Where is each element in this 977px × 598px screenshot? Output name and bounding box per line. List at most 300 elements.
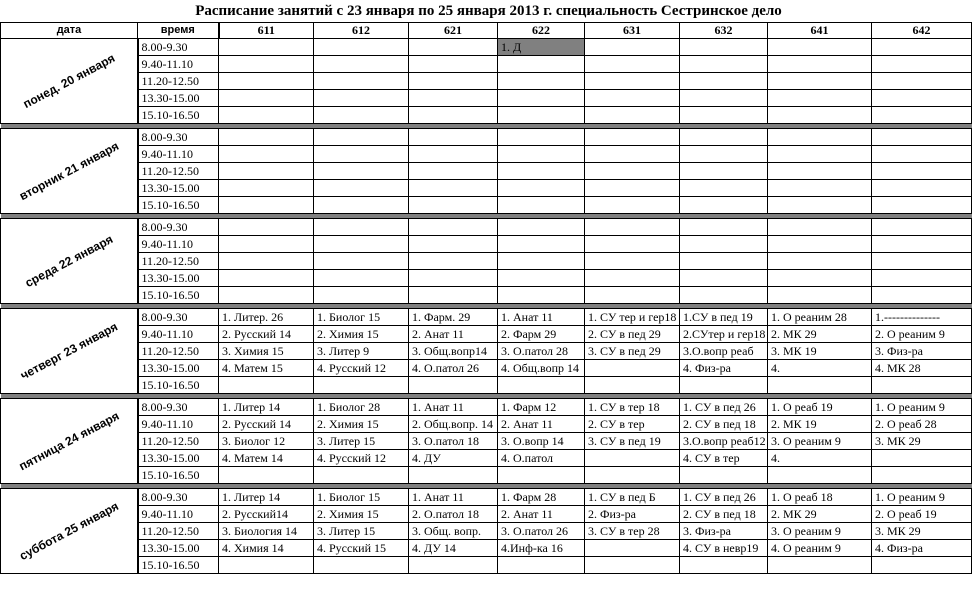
lesson-cell bbox=[585, 107, 680, 124]
day-label: четверг 23 января bbox=[17, 319, 120, 383]
lesson-cell: 1.СУ в пед 19 bbox=[680, 309, 768, 326]
lesson-cell: 3. Биология 14 bbox=[219, 523, 314, 540]
lesson-cell bbox=[314, 39, 409, 56]
lesson-cell bbox=[219, 90, 314, 107]
lesson-cell: 4. Физ-ра bbox=[872, 540, 972, 557]
lesson-cell bbox=[585, 540, 680, 557]
time-cell: 15.10-16.50 bbox=[138, 107, 219, 124]
lesson-cell bbox=[409, 287, 498, 304]
lesson-cell: 1. Биолог 15 bbox=[314, 489, 409, 506]
lesson-cell: 3. Физ-ра bbox=[872, 343, 972, 360]
time-cell: 15.10-16.50 bbox=[138, 197, 219, 214]
lesson-cell bbox=[219, 557, 314, 574]
lesson-cell: 2. Физ-ра bbox=[585, 506, 680, 523]
day-label: суббота 25 января bbox=[16, 498, 121, 564]
lesson-cell bbox=[585, 236, 680, 253]
time-cell: 9.40-11.10 bbox=[138, 236, 219, 253]
lesson-cell bbox=[409, 180, 498, 197]
lesson-cell: 2. Анат 11 bbox=[498, 416, 585, 433]
lesson-cell bbox=[314, 270, 409, 287]
lesson-cell bbox=[498, 107, 585, 124]
lesson-cell bbox=[680, 219, 768, 236]
time-cell: 15.10-16.50 bbox=[138, 287, 219, 304]
time-cell: 13.30-15.00 bbox=[138, 180, 219, 197]
lesson-cell: 1. О реаним 9 bbox=[872, 489, 972, 506]
day-cell bbox=[1, 399, 138, 484]
lesson-cell bbox=[498, 73, 585, 90]
lesson-cell bbox=[768, 90, 872, 107]
lesson-cell bbox=[219, 253, 314, 270]
lesson-cell: 1. Фарм 28 bbox=[498, 489, 585, 506]
lesson-cell bbox=[872, 253, 972, 270]
lesson-cell: 2. О реаним 9 bbox=[872, 326, 972, 343]
lesson-cell bbox=[585, 90, 680, 107]
lesson-cell: 1. Литер 14 bbox=[219, 399, 314, 416]
lesson-cell: 3. О реаним 9 bbox=[768, 433, 872, 450]
lesson-cell bbox=[872, 73, 972, 90]
time-cell: 15.10-16.50 bbox=[138, 467, 219, 484]
time-cell: 8.00-9.30 bbox=[138, 129, 219, 146]
lesson-cell bbox=[768, 467, 872, 484]
lesson-cell: 4. О.патол 26 bbox=[409, 360, 498, 377]
lesson-cell bbox=[872, 90, 972, 107]
day-label: вторник 21 января bbox=[16, 138, 121, 204]
time-cell: 8.00-9.30 bbox=[138, 489, 219, 506]
time-cell: 15.10-16.50 bbox=[138, 377, 219, 394]
lesson-cell bbox=[314, 253, 409, 270]
lesson-cell bbox=[219, 129, 314, 146]
lesson-cell: 4. МК 28 bbox=[872, 360, 972, 377]
lesson-cell bbox=[409, 129, 498, 146]
lesson-cell bbox=[409, 197, 498, 214]
lesson-cell: 2. Русский 14 bbox=[219, 416, 314, 433]
group-header: 622 bbox=[498, 23, 585, 39]
lesson-cell: 3. СУ в пед 19 bbox=[585, 433, 680, 450]
lesson-cell: 2. МК 29 bbox=[768, 326, 872, 343]
group-header: 632 bbox=[680, 23, 768, 39]
day-cell bbox=[1, 129, 138, 214]
schedule-row bbox=[1, 39, 972, 56]
lesson-cell bbox=[585, 73, 680, 90]
lesson-cell bbox=[314, 287, 409, 304]
lesson-cell bbox=[219, 270, 314, 287]
time-cell: 13.30-15.00 bbox=[138, 360, 219, 377]
lesson-cell bbox=[219, 107, 314, 124]
lesson-cell bbox=[680, 107, 768, 124]
schedule-row bbox=[1, 163, 972, 180]
day-label: среда 22 января bbox=[22, 231, 115, 291]
lesson-cell: 1. СУ в пед Б bbox=[585, 489, 680, 506]
lesson-cell bbox=[872, 107, 972, 124]
lesson-cell: 3.О.вопр реаб12 bbox=[680, 433, 768, 450]
lesson-cell bbox=[585, 180, 680, 197]
schedule-row bbox=[1, 73, 972, 90]
lesson-cell: 1. О реаним 28 bbox=[768, 309, 872, 326]
lesson-cell bbox=[768, 146, 872, 163]
lesson-cell bbox=[872, 236, 972, 253]
lesson-cell bbox=[680, 73, 768, 90]
lesson-cell bbox=[872, 39, 972, 56]
schedule-row bbox=[1, 489, 972, 506]
schedule-row bbox=[1, 450, 972, 467]
schedule-row bbox=[1, 146, 972, 163]
lesson-cell bbox=[498, 197, 585, 214]
lesson-cell bbox=[768, 377, 872, 394]
group-header: 621 bbox=[409, 23, 498, 39]
day-cell bbox=[1, 489, 138, 574]
lesson-cell: 2. Анат 11 bbox=[409, 326, 498, 343]
lesson-cell: 2. МК 29 bbox=[768, 506, 872, 523]
lesson-cell: 1. Анат 11 bbox=[409, 399, 498, 416]
schedule-row bbox=[1, 236, 972, 253]
lesson-cell: 4. ДУ 14 bbox=[409, 540, 498, 557]
schedule-row bbox=[1, 90, 972, 107]
lesson-cell bbox=[768, 163, 872, 180]
header-row bbox=[1, 23, 972, 39]
schedule-row bbox=[1, 506, 972, 523]
lesson-cell: 1. Литер. 26 bbox=[219, 309, 314, 326]
page-title: Расписание занятий с 23 января по 25 января 2013 г. специальность Сестринское дело bbox=[195, 3, 782, 19]
lesson-cell bbox=[314, 557, 409, 574]
lesson-cell: 2. Химия 15 bbox=[314, 326, 409, 343]
lesson-cell bbox=[872, 56, 972, 73]
lesson-cell: 4. Русский 12 bbox=[314, 450, 409, 467]
lesson-cell: 2. Химия 15 bbox=[314, 416, 409, 433]
lesson-cell: 4. Общ.вопр 14 bbox=[498, 360, 585, 377]
lesson-cell bbox=[680, 146, 768, 163]
lesson-cell bbox=[585, 163, 680, 180]
lesson-cell bbox=[498, 163, 585, 180]
time-cell: 9.40-11.10 bbox=[138, 506, 219, 523]
lesson-cell: 1. О реаб 18 bbox=[768, 489, 872, 506]
lesson-cell bbox=[409, 236, 498, 253]
time-cell: 9.40-11.10 bbox=[138, 416, 219, 433]
lesson-cell bbox=[768, 73, 872, 90]
lesson-cell bbox=[585, 219, 680, 236]
time-cell: 11.20-12.50 bbox=[138, 163, 219, 180]
schedule-row bbox=[1, 343, 972, 360]
schedule-row bbox=[1, 416, 972, 433]
lesson-cell bbox=[680, 197, 768, 214]
lesson-cell: 2. СУ в тер bbox=[585, 416, 680, 433]
lesson-cell bbox=[768, 557, 872, 574]
lesson-cell bbox=[219, 467, 314, 484]
time-cell: 13.30-15.00 bbox=[138, 90, 219, 107]
lesson-cell bbox=[314, 377, 409, 394]
lesson-cell bbox=[585, 39, 680, 56]
lesson-cell bbox=[585, 557, 680, 574]
lesson-cell: 4. bbox=[768, 450, 872, 467]
schedule-row bbox=[1, 433, 972, 450]
lesson-cell bbox=[219, 56, 314, 73]
lesson-cell bbox=[585, 129, 680, 146]
lesson-cell: 4.Инф-ка 16 bbox=[498, 540, 585, 557]
time-header: время bbox=[138, 23, 219, 39]
lesson-cell: 4. О реаним 9 bbox=[768, 540, 872, 557]
time-cell: 8.00-9.30 bbox=[138, 399, 219, 416]
lesson-cell bbox=[680, 377, 768, 394]
lesson-cell: 3. Общ. вопр. bbox=[409, 523, 498, 540]
lesson-cell bbox=[498, 253, 585, 270]
time-cell: 11.20-12.50 bbox=[138, 253, 219, 270]
lesson-cell: 3. Общ.вопр14 bbox=[409, 343, 498, 360]
lesson-cell bbox=[872, 180, 972, 197]
lesson-cell bbox=[585, 377, 680, 394]
lesson-cell: 2. Русский 14 bbox=[219, 326, 314, 343]
group-header: 642 bbox=[872, 23, 972, 39]
day-cell bbox=[1, 39, 138, 124]
lesson-cell: 4. Русский 15 bbox=[314, 540, 409, 557]
lesson-cell bbox=[585, 146, 680, 163]
lesson-cell bbox=[219, 73, 314, 90]
day-cell bbox=[1, 309, 138, 394]
lesson-cell bbox=[872, 450, 972, 467]
lesson-cell: 1. Литер 14 bbox=[219, 489, 314, 506]
lesson-cell: 3. Биолог 12 bbox=[219, 433, 314, 450]
lesson-cell: 3. МК 29 bbox=[872, 433, 972, 450]
lesson-cell bbox=[768, 39, 872, 56]
lesson-cell: 4. СУ в невр19 bbox=[680, 540, 768, 557]
time-cell: 11.20-12.50 bbox=[138, 523, 219, 540]
lesson-cell bbox=[680, 270, 768, 287]
lesson-cell bbox=[314, 197, 409, 214]
lesson-cell bbox=[314, 56, 409, 73]
lesson-cell: 2. СУ в пед 18 bbox=[680, 506, 768, 523]
lesson-cell bbox=[680, 90, 768, 107]
lesson-cell: 2. Анат 11 bbox=[498, 506, 585, 523]
lesson-cell: 2. СУ в пед 18 bbox=[680, 416, 768, 433]
schedule-row bbox=[1, 253, 972, 270]
lesson-cell bbox=[409, 219, 498, 236]
lesson-cell bbox=[498, 90, 585, 107]
lesson-cell bbox=[768, 197, 872, 214]
lesson-cell: 3. Литер 9 bbox=[314, 343, 409, 360]
lesson-cell bbox=[872, 219, 972, 236]
lesson-cell: 3.О.вопр реаб bbox=[680, 343, 768, 360]
lesson-cell: 1. Биолог 15 bbox=[314, 309, 409, 326]
lesson-cell bbox=[498, 129, 585, 146]
lesson-cell bbox=[585, 253, 680, 270]
lesson-cell bbox=[680, 287, 768, 304]
lesson-cell bbox=[768, 270, 872, 287]
day-label: пятница 24 января bbox=[16, 408, 122, 474]
lesson-cell bbox=[498, 377, 585, 394]
lesson-cell bbox=[498, 219, 585, 236]
lesson-cell: 4. Матем 15 bbox=[219, 360, 314, 377]
lesson-cell bbox=[409, 467, 498, 484]
lesson-cell bbox=[314, 236, 409, 253]
time-cell: 8.00-9.30 bbox=[138, 309, 219, 326]
lesson-cell bbox=[314, 129, 409, 146]
lesson-cell: 2. О реаб 28 bbox=[872, 416, 972, 433]
schedule-row bbox=[1, 270, 972, 287]
lesson-cell: 2. Общ.вопр. 14 bbox=[409, 416, 498, 433]
time-cell: 15.10-16.50 bbox=[138, 557, 219, 574]
lesson-cell bbox=[585, 467, 680, 484]
time-cell: 13.30-15.00 bbox=[138, 450, 219, 467]
lesson-cell bbox=[314, 180, 409, 197]
lesson-cell bbox=[585, 287, 680, 304]
schedule-row bbox=[1, 399, 972, 416]
lesson-cell bbox=[768, 236, 872, 253]
lesson-cell bbox=[219, 39, 314, 56]
lesson-cell bbox=[498, 287, 585, 304]
schedule-row bbox=[1, 467, 972, 484]
schedule-row bbox=[1, 56, 972, 73]
lesson-cell: 2. О.патол 18 bbox=[409, 506, 498, 523]
lesson-cell: 1. О реаним 9 bbox=[872, 399, 972, 416]
lesson-cell: 3. О.патол 18 bbox=[409, 433, 498, 450]
schedule-row bbox=[1, 197, 972, 214]
lesson-cell bbox=[409, 90, 498, 107]
schedule-row bbox=[1, 309, 972, 326]
lesson-cell bbox=[314, 219, 409, 236]
lesson-cell bbox=[219, 377, 314, 394]
lesson-cell: 1. СУ в пед 26 bbox=[680, 399, 768, 416]
lesson-cell bbox=[498, 270, 585, 287]
lesson-cell bbox=[680, 39, 768, 56]
lesson-cell: 1. Анат 11 bbox=[498, 309, 585, 326]
lesson-cell bbox=[680, 557, 768, 574]
group-header: 641 bbox=[768, 23, 872, 39]
lesson-cell bbox=[314, 467, 409, 484]
lesson-cell bbox=[768, 107, 872, 124]
lesson-cell bbox=[585, 56, 680, 73]
lesson-cell bbox=[409, 377, 498, 394]
lesson-cell bbox=[219, 236, 314, 253]
schedule-row bbox=[1, 377, 972, 394]
lesson-cell: 1. Анат 11 bbox=[409, 489, 498, 506]
lesson-cell: 1. СУ в пед 26 bbox=[680, 489, 768, 506]
time-cell: 11.20-12.50 bbox=[138, 343, 219, 360]
lesson-cell bbox=[498, 56, 585, 73]
lesson-cell bbox=[768, 219, 872, 236]
lesson-cell bbox=[872, 146, 972, 163]
lesson-cell: 3. МК 19 bbox=[768, 343, 872, 360]
lesson-cell bbox=[409, 56, 498, 73]
lesson-cell: 4. Русский 12 bbox=[314, 360, 409, 377]
lesson-cell bbox=[409, 557, 498, 574]
lesson-cell: 3. Литер 15 bbox=[314, 523, 409, 540]
lesson-cell: 1. Фарм. 29 bbox=[409, 309, 498, 326]
lesson-cell: 2. Химия 15 bbox=[314, 506, 409, 523]
schedule-row bbox=[1, 219, 972, 236]
lesson-cell bbox=[872, 287, 972, 304]
lesson-cell: 1. О реаб 19 bbox=[768, 399, 872, 416]
lesson-cell bbox=[314, 146, 409, 163]
lesson-cell: 1. Биолог 28 bbox=[314, 399, 409, 416]
lesson-cell: 1. СУ в тер 18 bbox=[585, 399, 680, 416]
lesson-cell bbox=[409, 146, 498, 163]
lesson-cell bbox=[585, 270, 680, 287]
lesson-cell bbox=[585, 197, 680, 214]
lesson-cell bbox=[409, 73, 498, 90]
lesson-cell bbox=[680, 467, 768, 484]
lesson-cell bbox=[872, 270, 972, 287]
lesson-cell bbox=[409, 107, 498, 124]
lesson-cell bbox=[768, 56, 872, 73]
day-cell bbox=[1, 219, 138, 304]
lesson-cell: 3. О реаним 9 bbox=[768, 523, 872, 540]
lesson-cell bbox=[680, 236, 768, 253]
schedule-row bbox=[1, 557, 972, 574]
lesson-cell bbox=[409, 270, 498, 287]
lesson-cell: 2.СУтер и гер18 bbox=[680, 326, 768, 343]
lesson-cell bbox=[219, 197, 314, 214]
lesson-cell: 3. МК 29 bbox=[872, 523, 972, 540]
lesson-cell bbox=[498, 467, 585, 484]
schedule-row bbox=[1, 523, 972, 540]
lesson-cell: 2. МК 19 bbox=[768, 416, 872, 433]
lesson-cell: 3. СУ в тер 28 bbox=[585, 523, 680, 540]
lesson-cell: 4. Физ-ра bbox=[680, 360, 768, 377]
lesson-cell: 4. ДУ bbox=[409, 450, 498, 467]
lesson-cell bbox=[768, 180, 872, 197]
lesson-cell bbox=[768, 253, 872, 270]
lesson-cell: 1.-------------- bbox=[872, 309, 972, 326]
lesson-cell bbox=[872, 197, 972, 214]
time-cell: 11.20-12.50 bbox=[138, 73, 219, 90]
lesson-cell: 3. О.патол 28 bbox=[498, 343, 585, 360]
lesson-cell: 4. Матем 14 bbox=[219, 450, 314, 467]
time-cell: 13.30-15.00 bbox=[138, 270, 219, 287]
lesson-cell bbox=[872, 377, 972, 394]
group-header: 631 bbox=[585, 23, 680, 39]
lesson-cell: 3. Литер 15 bbox=[314, 433, 409, 450]
lesson-cell: 1. Д bbox=[498, 39, 585, 56]
lesson-cell: 3. Химия 15 bbox=[219, 343, 314, 360]
lesson-cell: 3. Физ-ра bbox=[680, 523, 768, 540]
group-header: 612 bbox=[314, 23, 409, 39]
lesson-cell bbox=[314, 107, 409, 124]
lesson-cell: 3. О.вопр 14 bbox=[498, 433, 585, 450]
lesson-cell bbox=[219, 180, 314, 197]
lesson-cell bbox=[219, 163, 314, 180]
time-cell: 8.00-9.30 bbox=[138, 39, 219, 56]
lesson-cell bbox=[872, 467, 972, 484]
lesson-cell bbox=[498, 146, 585, 163]
schedule-row bbox=[1, 129, 972, 146]
schedule-row bbox=[1, 107, 972, 124]
lesson-cell bbox=[314, 90, 409, 107]
time-cell: 9.40-11.10 bbox=[138, 56, 219, 73]
lesson-cell bbox=[409, 253, 498, 270]
lesson-cell bbox=[872, 163, 972, 180]
lesson-cell bbox=[498, 236, 585, 253]
lesson-cell bbox=[680, 56, 768, 73]
schedule-row bbox=[1, 326, 972, 343]
lesson-cell bbox=[680, 180, 768, 197]
lesson-cell bbox=[498, 180, 585, 197]
day-label: понед. 20 января bbox=[20, 50, 117, 112]
schedule-row bbox=[1, 180, 972, 197]
lesson-cell: 4. О.патол bbox=[498, 450, 585, 467]
schedule-row bbox=[1, 360, 972, 377]
lesson-cell bbox=[680, 163, 768, 180]
lesson-cell bbox=[768, 129, 872, 146]
lesson-cell: 4. bbox=[768, 360, 872, 377]
lesson-cell bbox=[219, 287, 314, 304]
lesson-cell: 2. СУ в пед 29 bbox=[585, 326, 680, 343]
time-cell: 9.40-11.10 bbox=[138, 146, 219, 163]
lesson-cell bbox=[219, 146, 314, 163]
lesson-cell bbox=[409, 163, 498, 180]
lesson-cell: 2. Фарм 29 bbox=[498, 326, 585, 343]
lesson-cell bbox=[314, 73, 409, 90]
lesson-cell: 1. СУ тер и гер18 bbox=[585, 309, 680, 326]
lesson-cell: 2. Русский14 bbox=[219, 506, 314, 523]
time-cell: 11.20-12.50 bbox=[138, 433, 219, 450]
